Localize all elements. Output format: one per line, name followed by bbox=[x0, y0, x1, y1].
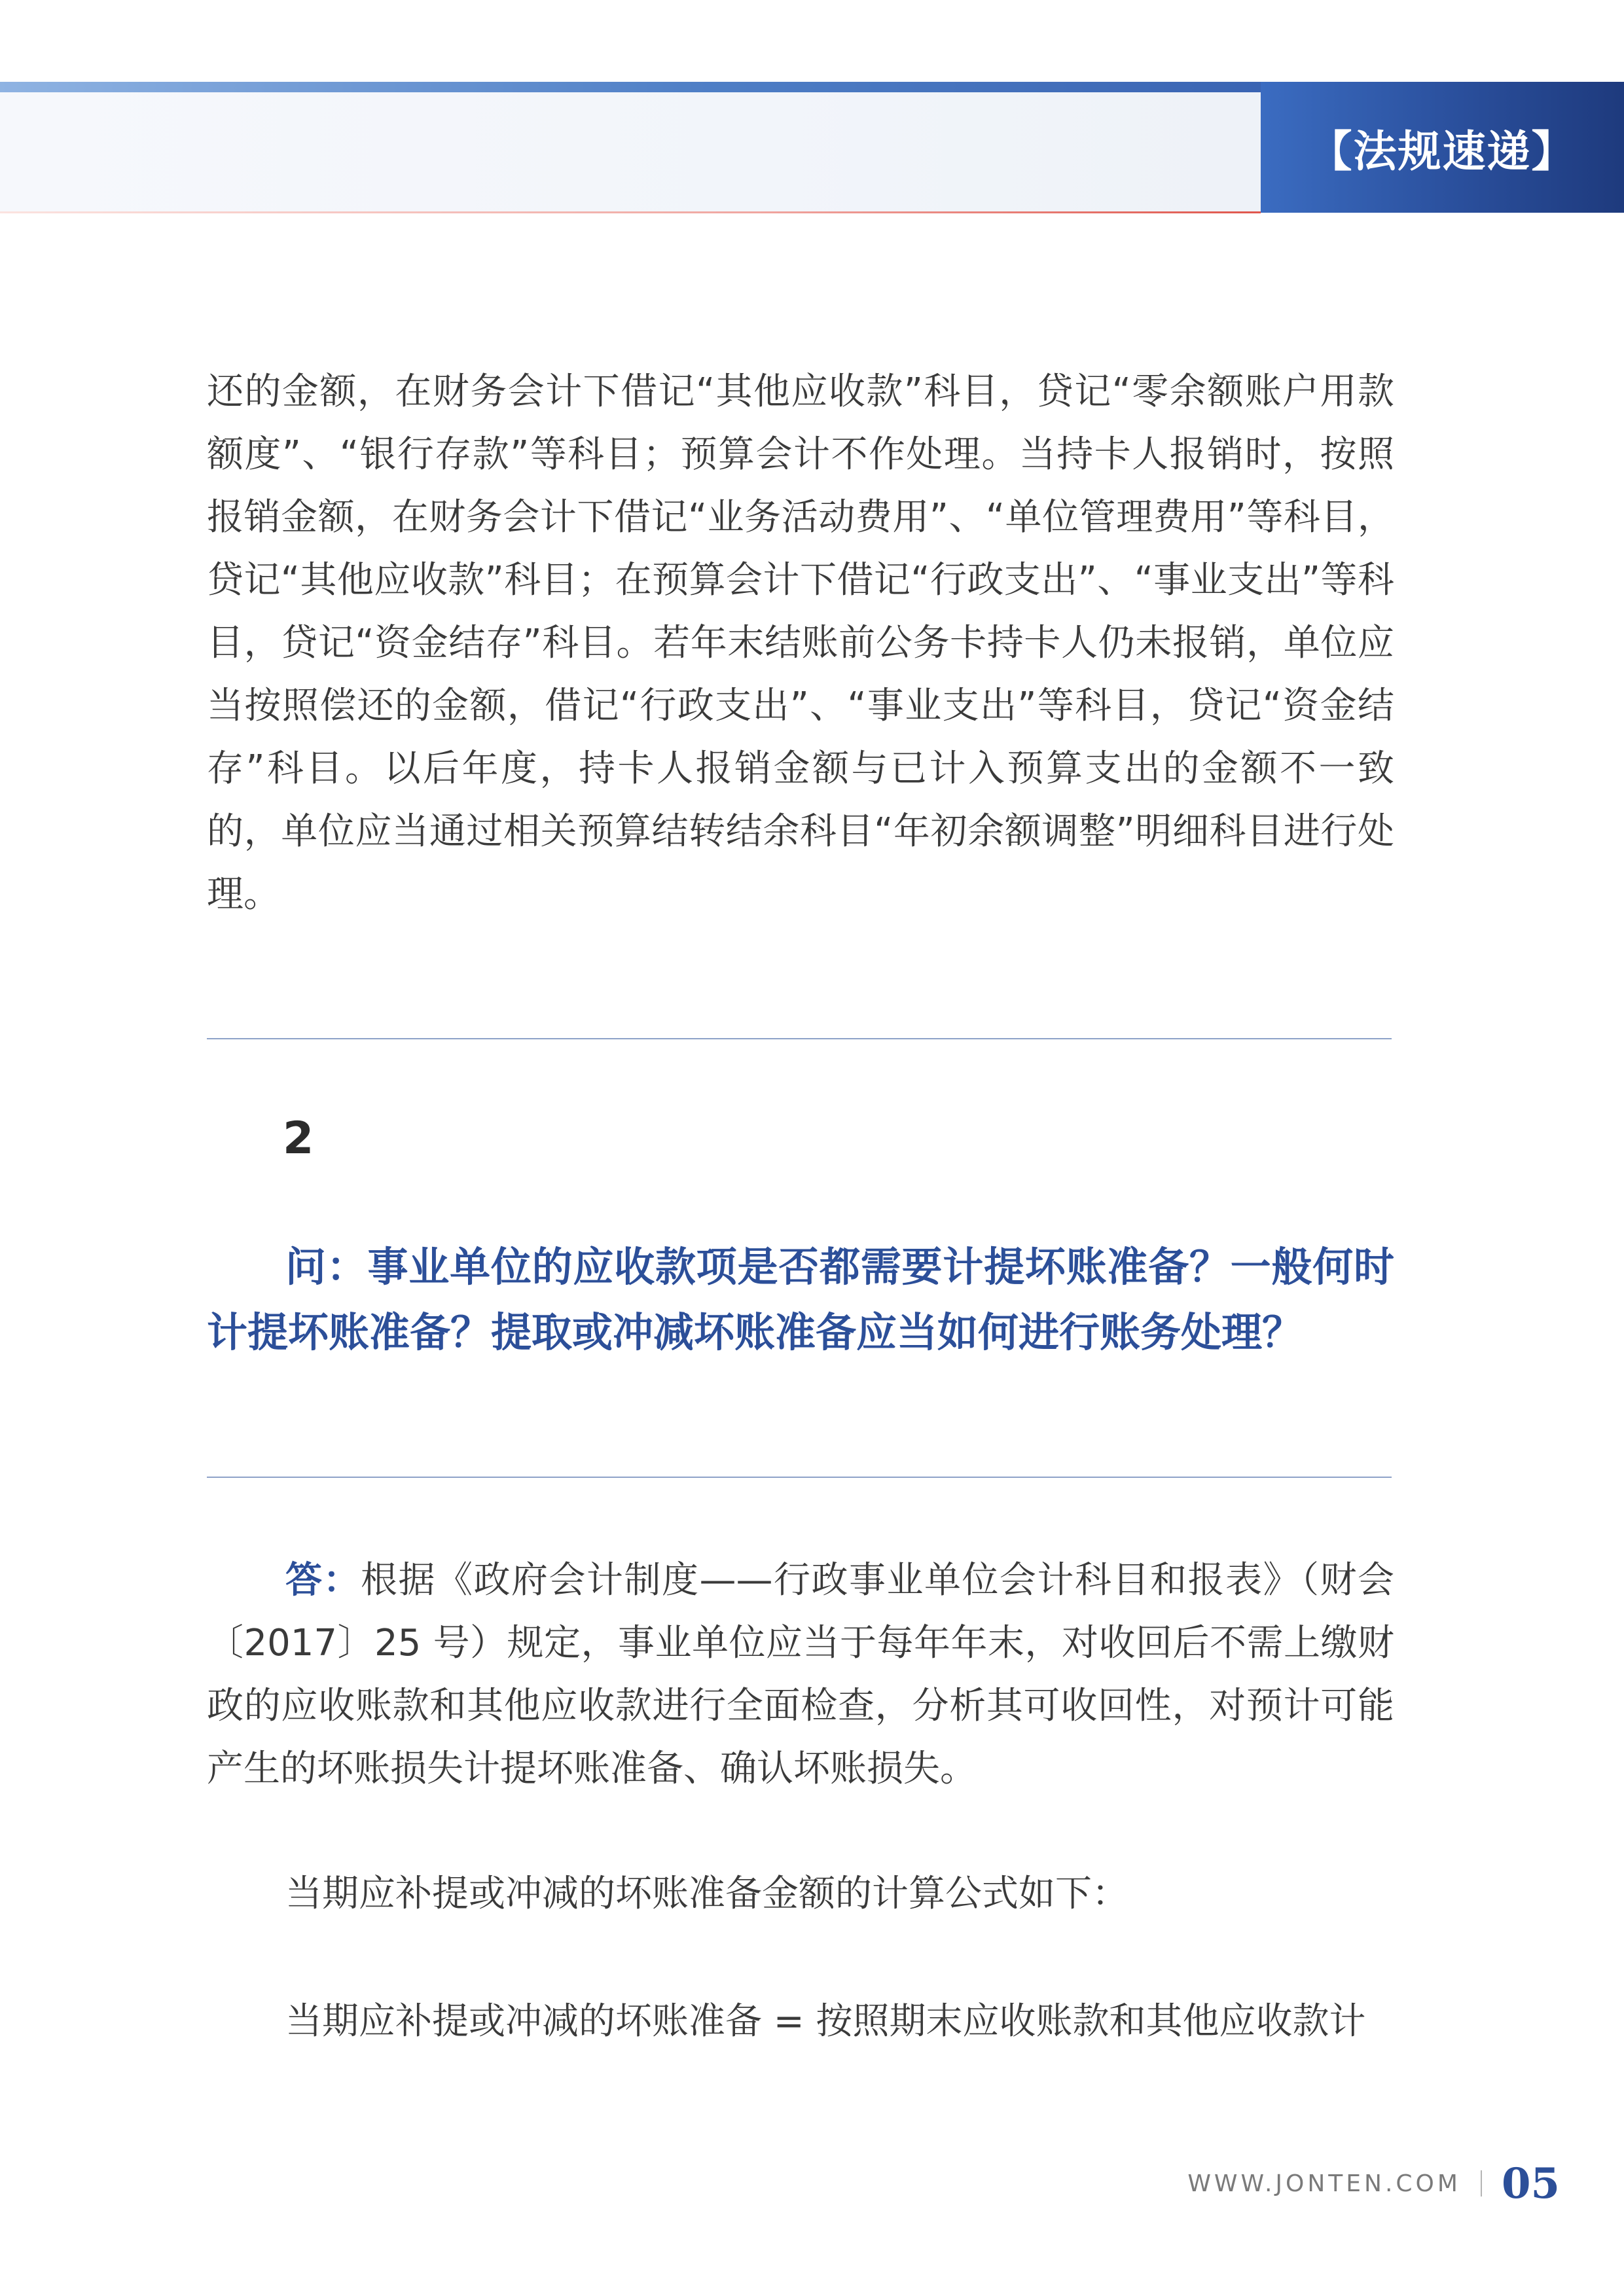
footer-url[interactable]: WWW.JONTEN.COM bbox=[1187, 2170, 1461, 2197]
page-number: 05 bbox=[1501, 2159, 1560, 2208]
answer-text: 根据《政府会计制度——行政事业单位会计科目和报表》（财会〔2017〕25 号）规定，事业单位应当于每年年末，对收回后不需上缴财政的应收账款和其他应收款进行全面检查，分析其可收回性，对预计可能产生的坏账损失计提坏账准备、确认坏账损失。 bbox=[207, 1559, 1394, 1790]
header-underline bbox=[0, 211, 1261, 213]
question-heading: 问：事业单位的应收款项是否都需要计提坏账准备？一般何时计提坏账准备？提取或冲减坏账准备应当如何进行账务处理？ bbox=[207, 1243, 1394, 1356]
answer-paragraph bbox=[207, 1549, 1394, 1801]
header-band bbox=[0, 92, 1261, 213]
divider-bottom bbox=[207, 1477, 1392, 1478]
page-footer bbox=[1187, 2157, 1560, 2210]
formula-intro: 当期应补提或冲减的坏账准备金额的计算公式如下： bbox=[285, 1873, 1128, 1915]
body-paragraph-continued: 还的金额，在财务会计下借记“其他应收款”科目，贷记“零余额账户用款额度”、“银行存款”等科目；预算会计不作处理。当持卡人报销时，按照报销金额，在财务会计下借记“业务活动费用”、“单位管理费用”等科目，贷记“其他应收款”科目；在预算会计下借记“行政支出”、“事业支出”等科目，贷记“资金结存”科目。若年末结账前公务卡持卡人仍未报销，单位应当按照偿还的金额，借记“行政支出”、“事业支出”等科目，贷记“资金结存”科目。以后年度，持卡人报销金额与已计入预算支出的金额不一致的，单位应当通过相关预算结转结余科目“年初余额调整”明细科目进行处理。 bbox=[207, 370, 1394, 916]
footer-separator bbox=[1481, 2170, 1482, 2197]
header-accent-stripe bbox=[0, 82, 1263, 92]
answer-label: 答： bbox=[285, 1559, 361, 1602]
section-tag-label: 【法规速递】 bbox=[1308, 126, 1576, 177]
question-number: 2 bbox=[283, 1113, 314, 1164]
section-tag bbox=[1261, 82, 1624, 213]
divider-top bbox=[207, 1038, 1392, 1039]
formula-line: 当期应补提或冲减的坏账准备 = 按照期末应收账款和其他应收款计 bbox=[285, 2000, 1366, 2043]
